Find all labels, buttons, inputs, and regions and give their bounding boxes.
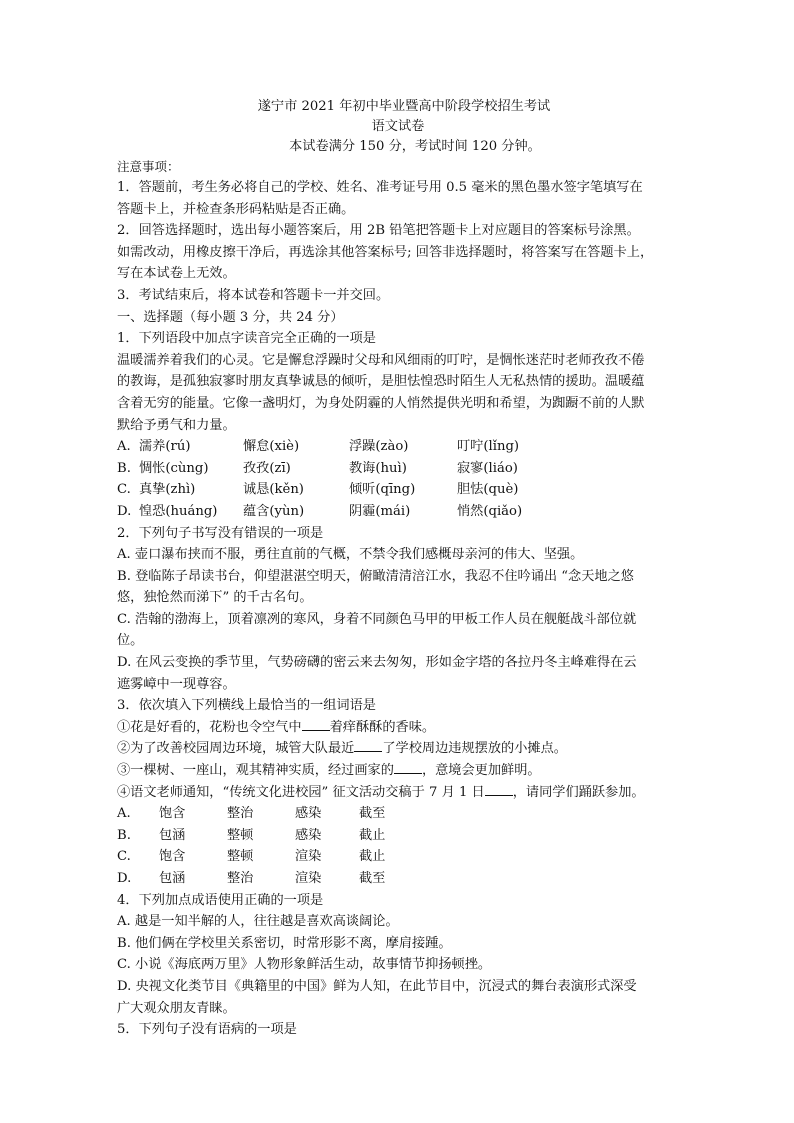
question-4-option-a: A. 越是一知半解的人，往往越是喜欢高谈阔论。 [117, 914, 399, 930]
notice-item-2: 2．回答选择题时，选出每小题答案后，用 2B 铅笔把答题卡上对应题目的答案标号涂黑。 如需改动，用橡皮擦干净后，再选涂其他答案标号; 回答非选择题时，将答案写在答题卡上， 写在本试卷上无效。 [117, 223, 654, 282]
question-1-option-a: A. 濡养(rú) 懈怠(xiè) 浮躁(zào) 叮咛(lǐng) [117, 439, 520, 455]
question-3-stem: 3．依次填入下列横线上最恰当的一组词语是 [117, 698, 376, 714]
answer-blank [354, 739, 382, 752]
question-2-option-c: C. 浩翰的渤海上，顶着凛冽的寒风，身着不同颜色马甲的甲板工作人员在舰艇战斗部位就 位。 [117, 611, 637, 649]
exam-subtitle: 语文试卷 [371, 119, 425, 134]
notice-item-1: 1．答题前，考生务必将自己的学校、姓名、准考证号用 0.5 毫米的黑色墨水签字笔填写在 答题卡上，并检查条形码粘贴是否正确。 [117, 180, 643, 217]
question-3 [117, 695, 679, 889]
question-3-option-c: C. 饱含 整顿 渲染 截止 [117, 849, 386, 865]
notice-item-3: 3．考试结束后，将本试卷和答题卡一并交回。 [117, 287, 390, 303]
question-1-option-d: D. 惶恐(huáng) 蕴含(yùn) 阴霾(mái) 悄然(qiǎo) [117, 503, 523, 519]
question-4-option-b: B. 他们俩在学校里关系密切，时常形影不离，摩肩接踵。 [117, 935, 452, 951]
question-4-option-c: C. 小说《海底两万里》人物形象鲜活生动，故事情节抑扬顿挫。 [117, 957, 492, 973]
section-heading: 一、选择题（每小题 3 分，共 24 分） [117, 309, 344, 325]
question-1-passage: 温暖濡养着我们的心灵。它是懈怠浮躁时父母和风细雨的叮咛，是惆怅迷茫时老师孜孜不倦 的教诲，是孤独寂寥时朋友真挚诚恳的倾听，是胆怯惶恐时陌生人无私热情的援助。温暖蕴 含着无穷的能量。它像一盏明灯，为身处阴霾的人悄然提供光明和希望，为踟蹰不前的人默 默给予勇气和力量。 [117, 352, 645, 433]
question-3-sentence-3: ③一棵树、一座山，观其精神实质，经过画家的 ，意境会更加鲜明。 [117, 763, 541, 779]
question-5-stem: 5．下列句子没有语病的一项是 [117, 1022, 297, 1038]
question-1-stem: 1．下列语段中加点字读音完全正确的一项是 [117, 331, 376, 347]
question-4-option-d: D. 央视文化类节目《典籍里的中国》鲜为人知，在此节目中，沉浸式的舞台表演形式深受 广大观众朋友青睐。 [117, 978, 637, 1016]
exam-info: 本试卷满分 150 分，考试时间 120 分钟。 [289, 139, 541, 154]
question-2-option-d: D. 在风云变换的季节里，气势磅礴的密云来去匆匆，形如金字塔的各拉丹冬主峰难得在云 遮雾嶂中一现尊容。 [117, 655, 637, 692]
question-3-option-a: A. 饱含 整治 感染 截至 [117, 806, 386, 822]
question-1-option-b: B. 惆怅(cùng) 孜孜(zī) 教诲(huì) 寂寥(liáo) [117, 460, 518, 476]
question-2-stem: 2．下列句子书写没有错误的一项是 [117, 525, 324, 541]
question-4 [117, 890, 679, 1020]
answer-blank [394, 761, 422, 774]
question-2 [117, 523, 679, 696]
exam-title: 遂宁市 2021 年初中毕业暨高中阶段学校招生考试 [257, 99, 551, 114]
question-1-option-c: C. 真挚(zhì) 诚恳(kěn) 倾听(qīng) 胆怯(què) [117, 482, 519, 498]
question-3-sentence-4: ④语文老师通知，“传统文化进校园” 征文活动交稿于 7 月 1 日 ，请同学们踊跃参加。 [117, 784, 645, 800]
answer-blank [302, 718, 330, 731]
question-4-stem: 4．下列加点成语使用正确的一项是 [117, 892, 324, 908]
question-3-option-d: D. 包涵 整治 渲染 截至 [117, 871, 386, 886]
question-3-sentence-2: ②为了改善校园周边环境，城管大队最近 了学校周边违规摆放的小摊点。 [117, 741, 567, 757]
answer-blank [485, 783, 513, 796]
exam-page [117, 97, 679, 1041]
question-1 [117, 328, 679, 522]
question-3-option-b: B. 包涵 整顿 感染 截止 [117, 827, 386, 843]
notice-heading: 注意事项： [117, 159, 180, 174]
question-2-option-b: B. 登临陈子昂读书台，仰望湛湛空明天，俯瞰清清涪江水，我忍不住吟诵出 “念天地之悠 悠，独怆然而涕下” 的千古名句。 [117, 568, 634, 606]
question-2-option-a: A. 壶口瀑布挟而不服，勇往直前的气概，不禁令我们感概母亲河的伟大、坚强。 [117, 547, 584, 563]
question-3-sentence-1: ①花是好看的，花粉也令空气中 着痒酥酥的香味。 [117, 719, 436, 735]
